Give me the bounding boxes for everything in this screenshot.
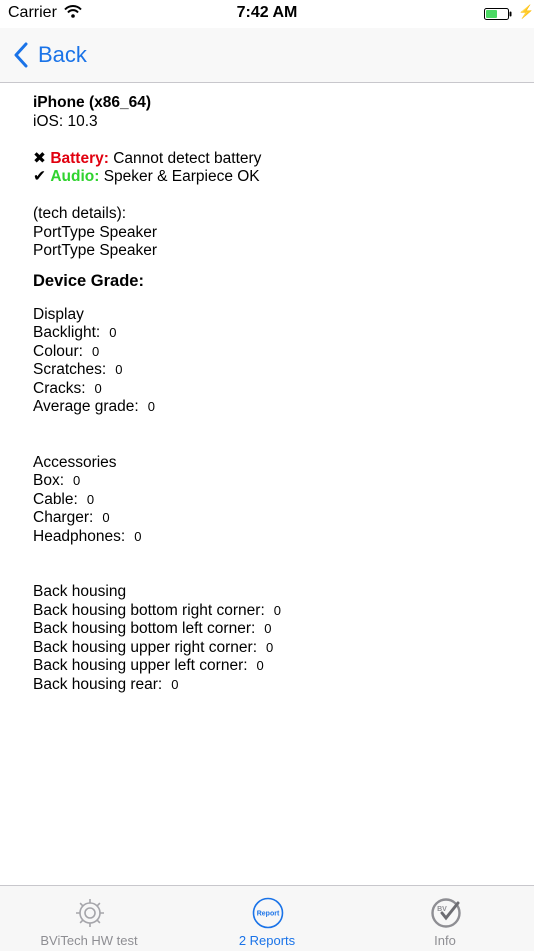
grade-row xyxy=(33,528,513,547)
grade-row xyxy=(33,657,513,676)
device-grade-title: Device Grade: xyxy=(33,271,144,290)
grade-value: 0 xyxy=(273,602,281,618)
bv-check-icon xyxy=(430,897,462,929)
tab-label: 2 Reports xyxy=(238,933,296,948)
grade-label: Cracks: xyxy=(33,379,86,397)
grade-row xyxy=(33,602,513,621)
grade-row xyxy=(33,398,513,417)
tab-info[interactable] xyxy=(356,886,534,951)
grade-row xyxy=(33,472,513,491)
display-header: Display xyxy=(33,305,84,323)
grade-value: 0 xyxy=(115,362,123,377)
grade-row xyxy=(33,639,513,658)
back-housing-header: Back housing xyxy=(33,583,127,600)
grade-value: 0 xyxy=(91,343,100,359)
tab-label: Info xyxy=(434,933,456,948)
grade-value: 0 xyxy=(147,399,155,414)
grade-label: Back housing upper left corner: xyxy=(33,657,248,674)
grade-label: Scratches: xyxy=(33,361,107,378)
grade-value: 0 xyxy=(73,473,81,488)
grade-label: Average grade: xyxy=(33,398,139,415)
device-name: iPhone (x86_64) xyxy=(33,94,152,111)
grade-label: Charger: xyxy=(33,509,94,526)
grade-value: 0 xyxy=(94,380,102,396)
accessories-header: Accessories xyxy=(33,453,117,471)
svg-text:Report: Report xyxy=(256,910,280,918)
tab-bar xyxy=(0,885,534,951)
cross-icon: ✖ xyxy=(33,149,46,167)
status-time: 7:42 AM xyxy=(236,4,298,21)
grade-label: Back housing bottom right corner: xyxy=(33,601,265,619)
tech-detail-line: PortType Speaker xyxy=(33,223,158,241)
status-bar xyxy=(0,0,534,28)
grade-value: 0 xyxy=(134,528,142,544)
grade-row xyxy=(33,324,513,343)
grade-label: Back housing bottom left corner: xyxy=(33,620,256,637)
battery-status xyxy=(33,150,513,169)
ios-version: iOS: 10.3 xyxy=(33,112,98,130)
report-icon xyxy=(252,897,284,929)
grade-label: Cable: xyxy=(33,490,78,508)
battery-text: Cannot detect battery xyxy=(113,149,262,167)
tab-reports[interactable] xyxy=(178,886,356,951)
audio-status xyxy=(33,168,513,187)
grade-value: 0 xyxy=(102,510,110,525)
check-icon: ✔ xyxy=(33,168,46,185)
report-content xyxy=(33,94,513,694)
grade-row xyxy=(33,676,513,695)
tab-bvitech-hw-test[interactable] xyxy=(0,886,178,951)
grade-row xyxy=(33,361,513,380)
grade-value: 0 xyxy=(266,639,274,655)
grade-label: Back housing rear: xyxy=(33,675,163,693)
tech-detail-line: PortType Speaker xyxy=(33,242,158,259)
grade-value: 0 xyxy=(264,621,272,636)
back-button[interactable] xyxy=(14,39,87,71)
navigation-bar xyxy=(0,28,534,83)
grade-label: Headphones: xyxy=(33,527,126,545)
tab-label: BViTech HW test xyxy=(40,933,138,948)
carrier-label: Carrier xyxy=(8,4,57,21)
grade-row xyxy=(33,509,513,528)
grade-value: 0 xyxy=(171,676,179,692)
grade-row xyxy=(33,620,513,639)
grade-value: 0 xyxy=(86,491,95,507)
charging-icon: ⚡ xyxy=(518,4,534,19)
battery-icon xyxy=(484,7,510,19)
grade-label: Box: xyxy=(33,472,65,489)
audio-label: Audio: xyxy=(50,168,100,185)
grade-row xyxy=(33,343,513,362)
grade-label: Back housing upper right corner: xyxy=(33,638,258,656)
back-label: Back xyxy=(38,42,87,67)
audio-text: Speker & Earpiece OK xyxy=(103,168,260,185)
gear-icon xyxy=(74,897,106,929)
grade-label: Backlight: xyxy=(33,324,101,341)
grade-row xyxy=(33,380,513,399)
grade-value: 0 xyxy=(109,325,117,340)
grade-row xyxy=(33,491,513,510)
battery-label: Battery: xyxy=(50,149,109,167)
grade-label: Colour: xyxy=(33,342,83,360)
svg-text:BV: BV xyxy=(437,906,447,913)
chevron-left-icon xyxy=(14,42,28,68)
tech-details-header: (tech details): xyxy=(33,205,127,222)
grade-value: 0 xyxy=(256,658,264,673)
